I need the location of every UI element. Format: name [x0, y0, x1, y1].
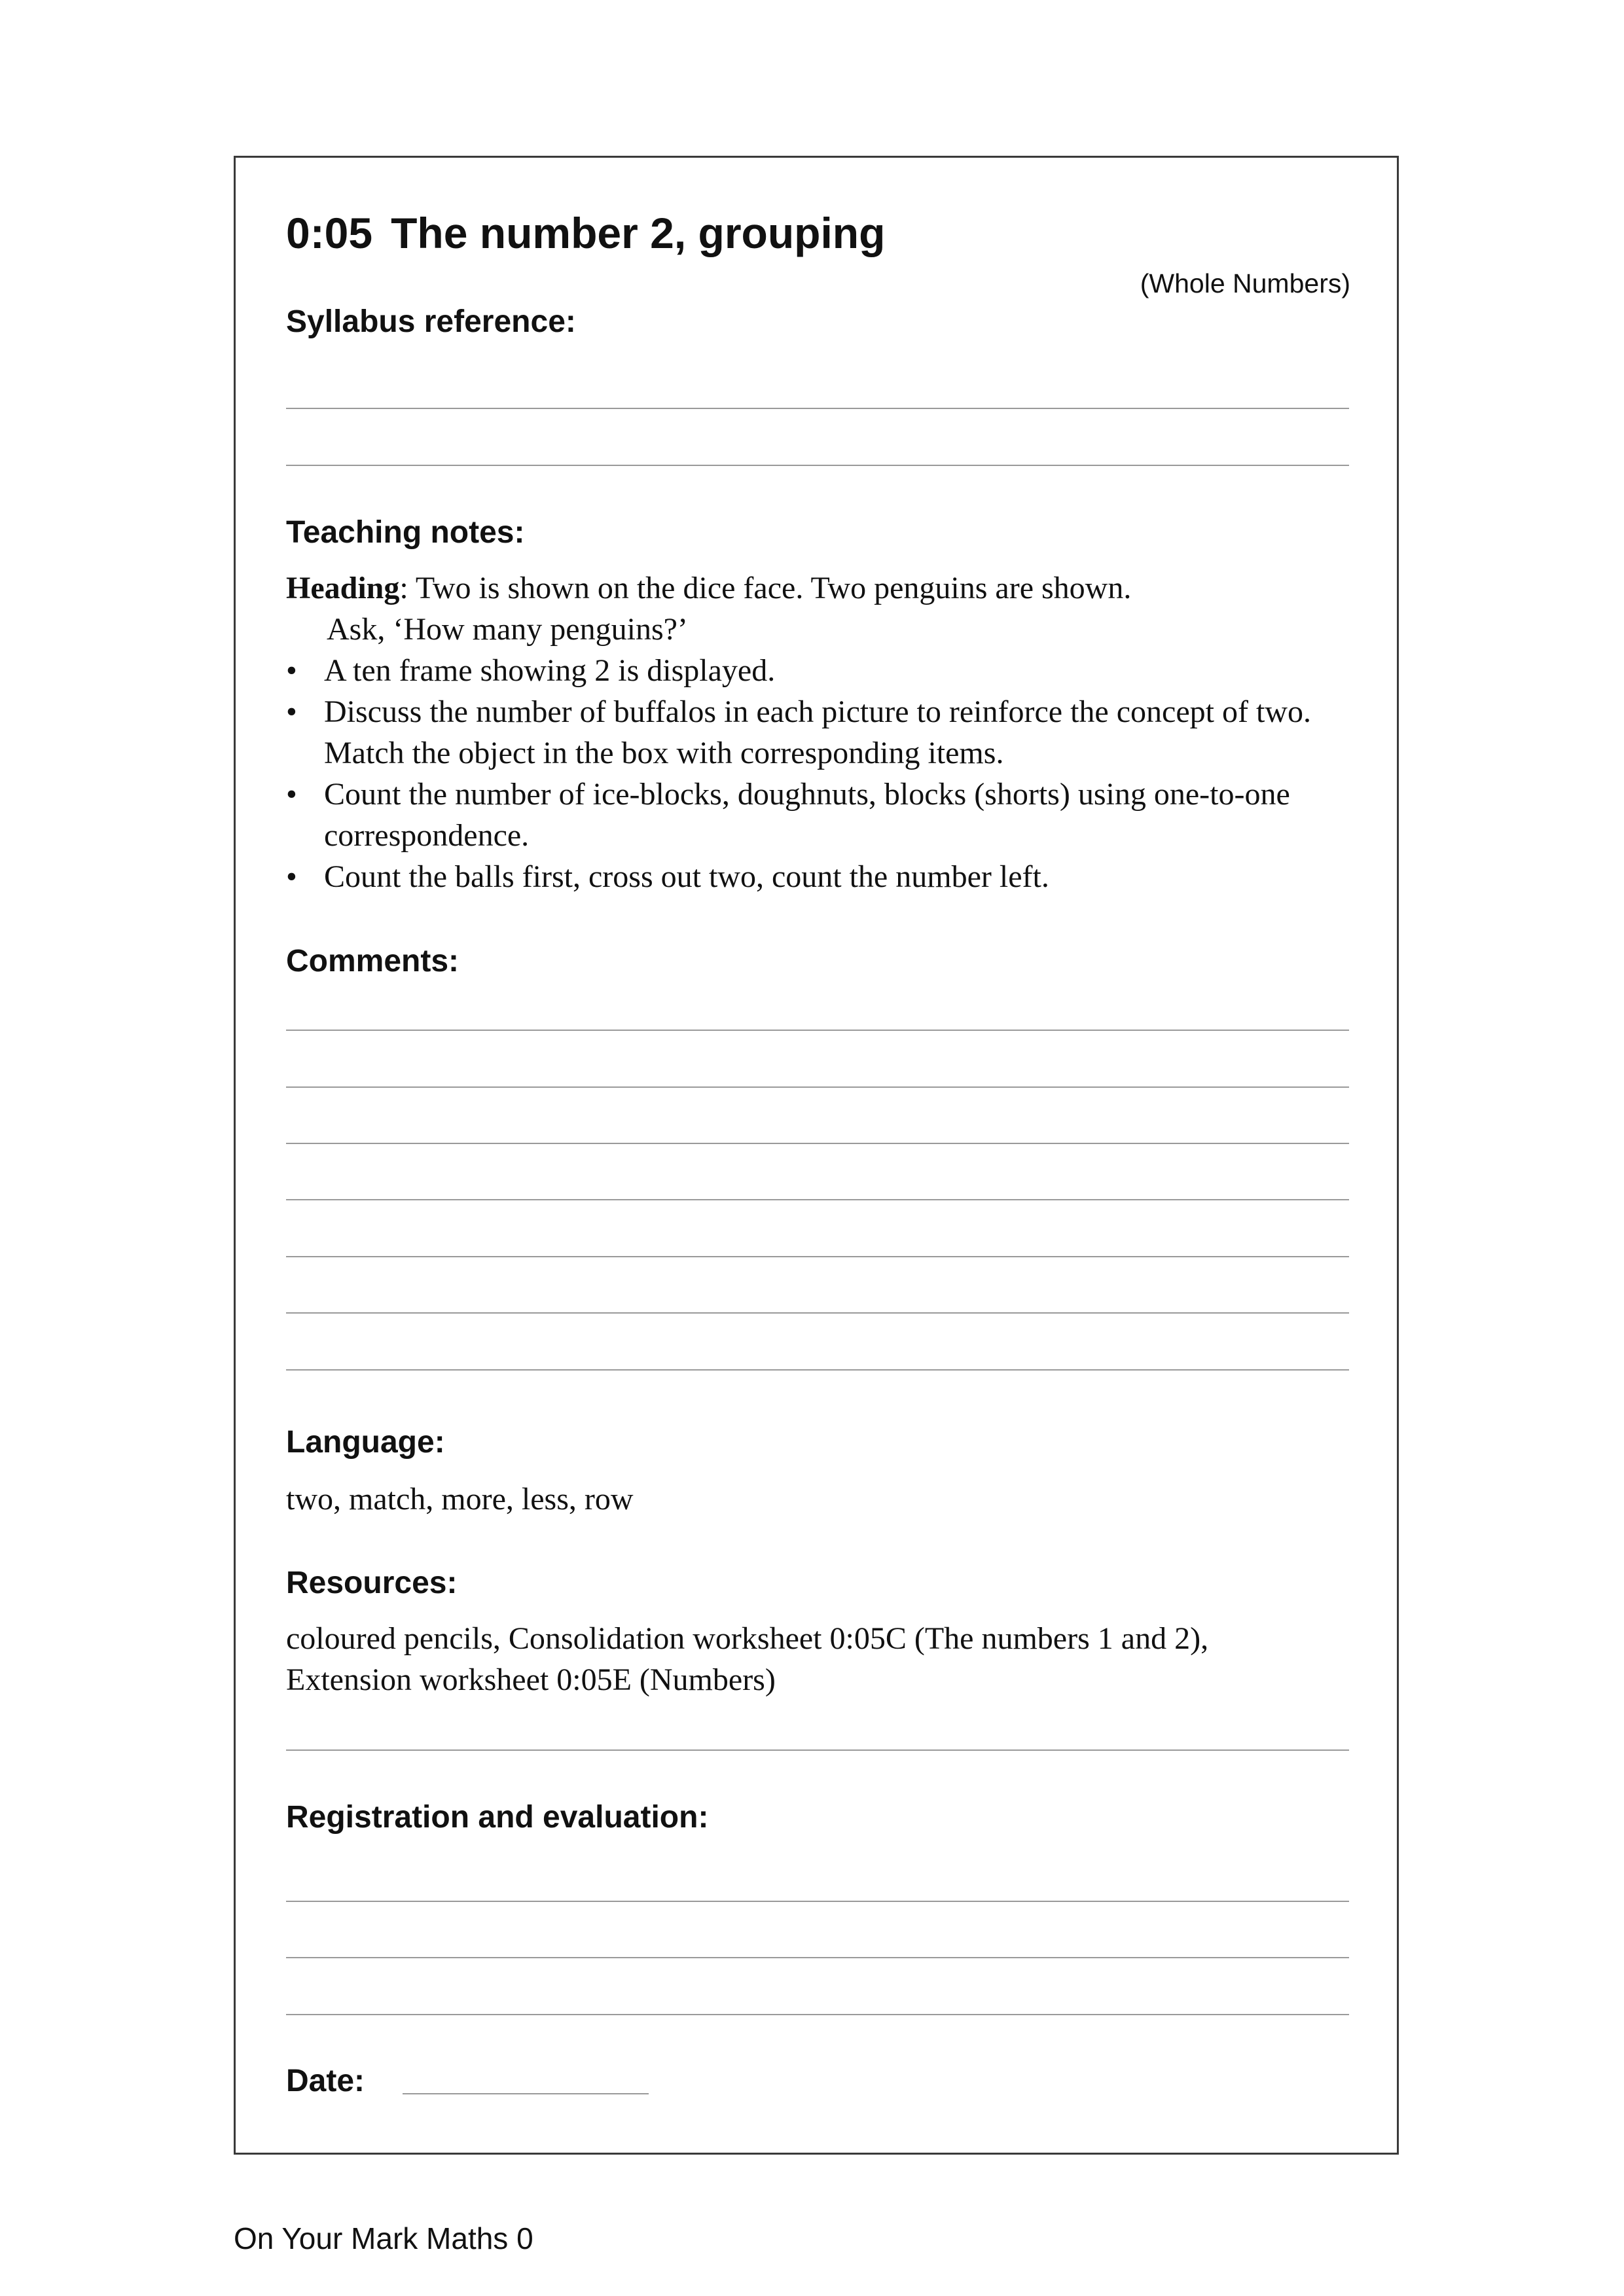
- resources-line-1: coloured pencils, Consolidation worksheet 0:05C (The numbers 1 and 2),: [286, 1621, 1209, 1656]
- worksheet-frame: [234, 156, 1399, 2155]
- strand-label: (Whole Numbers): [1140, 268, 1350, 298]
- list-item-text: Count the balls first, cross out two, count the number left.: [324, 859, 1049, 894]
- comments-line-5[interactable]: [286, 1256, 1349, 1257]
- language-text: two, match, more, less, row: [286, 1482, 634, 1516]
- resources-line[interactable]: [286, 1749, 1349, 1751]
- date-field[interactable]: [403, 2093, 649, 2094]
- syllabus-line-2[interactable]: [286, 465, 1349, 466]
- notes-list: [286, 650, 1353, 897]
- list-item: [286, 774, 1353, 856]
- list-item: [286, 650, 1353, 691]
- list-item-text: Discuss the number of buffalos in each picture to reinforce the concept of two. Match the object in the box with corresponding items.: [324, 694, 1311, 770]
- registration-line-2[interactable]: [286, 1957, 1349, 1958]
- registration-line-1[interactable]: [286, 1901, 1349, 1902]
- footer-text: On Your Mark Maths 0: [234, 2221, 533, 2255]
- date-label: Date:: [286, 2064, 365, 2098]
- teaching-notes-heading: Teaching notes:: [286, 515, 525, 550]
- comments-line-3[interactable]: [286, 1143, 1349, 1144]
- comments-line-2[interactable]: [286, 1086, 1349, 1088]
- resources-line-2: Extension worksheet 0:05E (Numbers): [286, 1662, 776, 1697]
- teaching-notes: [286, 567, 1353, 897]
- registration-line-3[interactable]: [286, 2014, 1349, 2015]
- list-item-text: A ten frame showing 2 is displayed.: [324, 653, 776, 688]
- notes-intro: [286, 567, 1353, 609]
- list-item-text: Count the number of ice-blocks, doughnuts, blocks (shorts) using one-to-one correspondence.: [324, 777, 1290, 853]
- list-item: [286, 691, 1353, 774]
- sheet-code: 0:05: [286, 209, 373, 257]
- language-heading: Language:: [286, 1425, 445, 1460]
- syllabus-line-1[interactable]: [286, 408, 1349, 409]
- resources-heading: Resources:: [286, 1566, 458, 1600]
- resources-text: [286, 1618, 1208, 1700]
- comments-line-7[interactable]: [286, 1369, 1349, 1371]
- registration-heading: Registration and evaluation:: [286, 1800, 709, 1835]
- comments-line-6[interactable]: [286, 1312, 1349, 1314]
- syllabus-heading: Syllabus reference:: [286, 304, 576, 339]
- notes-intro-bold: Heading: [286, 571, 400, 605]
- bullet-icon: •: [286, 777, 297, 812]
- sheet-title: The number 2, grouping: [391, 209, 886, 257]
- comments-line-1[interactable]: [286, 1030, 1349, 1031]
- bullet-icon: •: [286, 859, 297, 894]
- page-title: [286, 208, 885, 258]
- list-item: [286, 856, 1353, 897]
- comments-line-4[interactable]: [286, 1199, 1349, 1200]
- notes-ask: Ask, ‘How many penguins?’: [327, 612, 688, 647]
- comments-heading: Comments:: [286, 944, 460, 978]
- bullet-icon: •: [286, 653, 297, 688]
- notes-intro-text: : Two is shown on the dice face. Two penguins are shown.: [399, 571, 1132, 605]
- bullet-icon: •: [286, 694, 297, 729]
